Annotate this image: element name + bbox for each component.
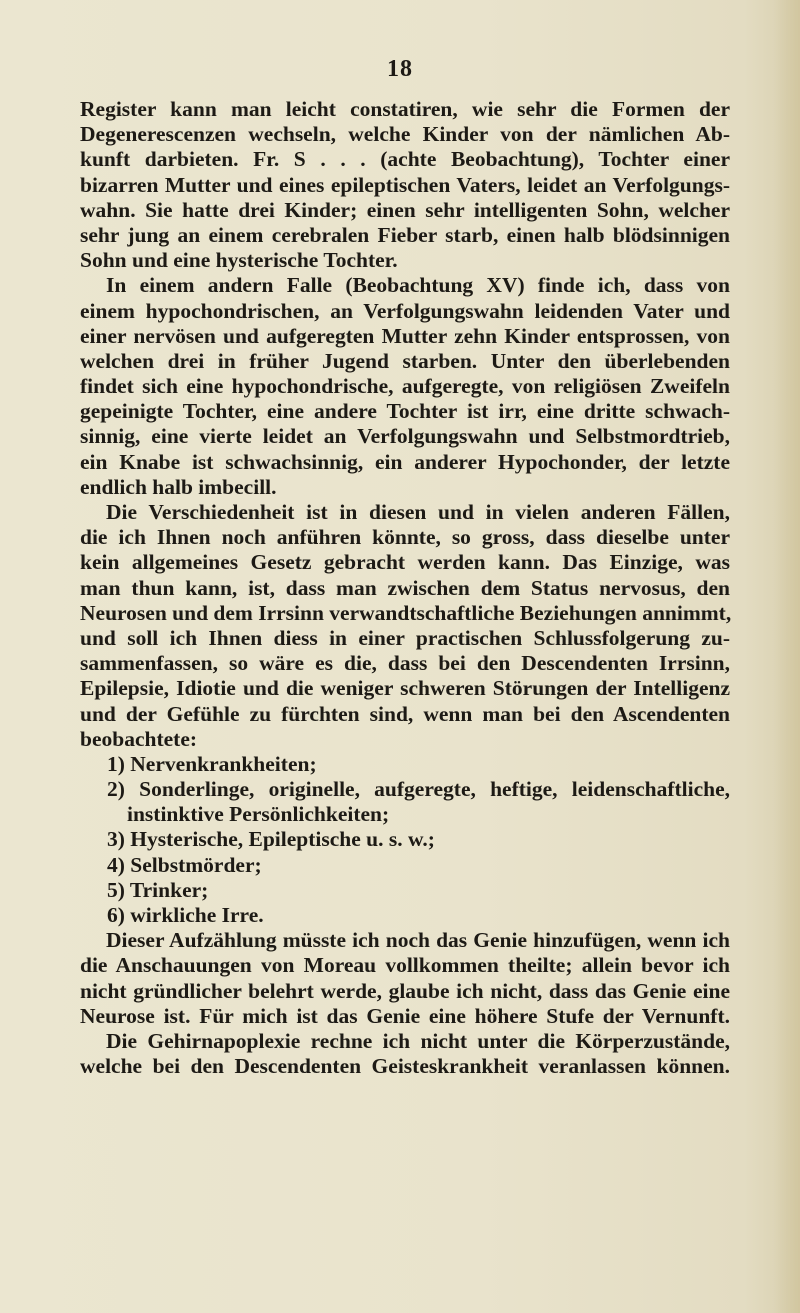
text-line: welche bei den Descendenten Geisteskrankheit veranlassen können.: [80, 1054, 730, 1079]
text-line: instinktive Persönlichkeiten;: [127, 802, 390, 827]
page-edge-shadow: [774, 0, 800, 1313]
text-line: 2) Sonderlinge, originelle, aufgeregte, heftige, leidenschaftliche,: [107, 777, 730, 802]
page-number: 18: [387, 56, 413, 82]
body-text: [80, 97, 730, 1079]
text-line: welchen drei in früher Jugend starben. Unter den überlebenden: [80, 348, 730, 373]
text-line: die Anschauungen von Moreau vollkommen theilte; allein bevor ich: [80, 953, 730, 978]
text-line: Register kann man leicht constatiren, wie sehr die Formen der: [80, 97, 730, 121]
text-line: 6) wirkliche Irre.: [107, 903, 264, 927]
text-line: Die Verschiedenheit ist in diesen und in vielen anderen Fällen,: [106, 500, 730, 524]
text-line: man thun kann, ist, dass man zwischen dem Status nervosus, den: [80, 575, 730, 600]
text-line: beobachtete:: [80, 726, 198, 751]
text-line: einer nervösen und aufgeregten Mutter zehn Kinder entsprossen, von: [80, 323, 730, 348]
text-line: endlich halb imbecill.: [80, 474, 277, 499]
text-line: sehr jung an einem cerebralen Fieber starb, einen halb blödsinnigen: [80, 222, 730, 247]
text-line: kein allgemeines Gesetz gebracht werden kann. Das Einzige, was: [80, 550, 730, 575]
text-line: und soll ich Ihnen diess in einer practischen Schlussfolgerung zu-: [80, 625, 730, 650]
text-line: 1) Nervenkrankheiten;: [107, 751, 317, 776]
text-line: Sohn und eine hysterische Tochter.: [80, 248, 398, 273]
text-line: Dieser Aufzählung müsste ich noch das Genie hinzufügen, wenn ich: [106, 928, 730, 953]
text-line: Epilepsie, Idiotie und die weniger schweren Störungen der Intelligenz: [80, 676, 730, 701]
text-line: wahn. Sie hatte drei Kinder; einen sehr intelligenten Sohn, welcher: [80, 197, 730, 222]
text-line: kunft darbieten. Fr. S . . . (achte Beobachtung), Tochter einer: [80, 147, 730, 172]
text-line: 5) Trinker;: [107, 877, 209, 902]
text-line: 4) Selbstmörder;: [107, 852, 262, 877]
text-line: Neurose ist. Für mich ist das Genie eine höhere Stufe der Vernunft.: [80, 1003, 730, 1028]
text-line: gepeinigte Tochter, eine andere Tochter ist irr, eine dritte schwach-: [80, 399, 730, 424]
text-line: bizarren Mutter und eines epileptischen Vaters, leidet an Verfolgungs-: [80, 172, 730, 197]
text-line: Degenerescenzen wechseln, welche Kinder von der nämlichen Ab-: [80, 122, 730, 147]
text-line: sinnig, eine vierte leidet an Verfolgungswahn und Selbstmordtrieb,: [80, 424, 730, 449]
text-line: In einem andern Falle (Beobachtung XV) finde ich, dass von: [106, 273, 730, 298]
text-line: und der Gefühle zu fürchten sind, wenn man bei den Ascendenten: [80, 701, 730, 726]
text-line: Die Gehirnapoplexie rechne ich nicht unter die Körperzustände,: [106, 1028, 730, 1053]
text-line: nicht gründlicher belehrt werde, glaube ich nicht, dass das Genie eine: [80, 978, 730, 1003]
text-line: ein Knabe ist schwachsinnig, ein anderer Hypochonder, der letzte: [80, 449, 730, 474]
text-line: einem hypochondrischen, an Verfolgungswahn leidenden Vater und: [80, 298, 730, 323]
text-line: findet sich eine hypochondrische, aufgeregte, von religiösen Zweifeln: [80, 374, 730, 399]
text-line: sammenfassen, so wäre es die, dass bei den Descendenten Irrsinn,: [80, 651, 730, 676]
text-line: Neurosen und dem Irrsinn verwandtschaftliche Beziehungen annimmt,: [80, 600, 732, 625]
text-line: die ich Ihnen noch anführen könnte, so gross, dass dieselbe unter: [80, 525, 730, 550]
text-line: 3) Hysterische, Epileptische u. s. w.;: [107, 827, 435, 852]
